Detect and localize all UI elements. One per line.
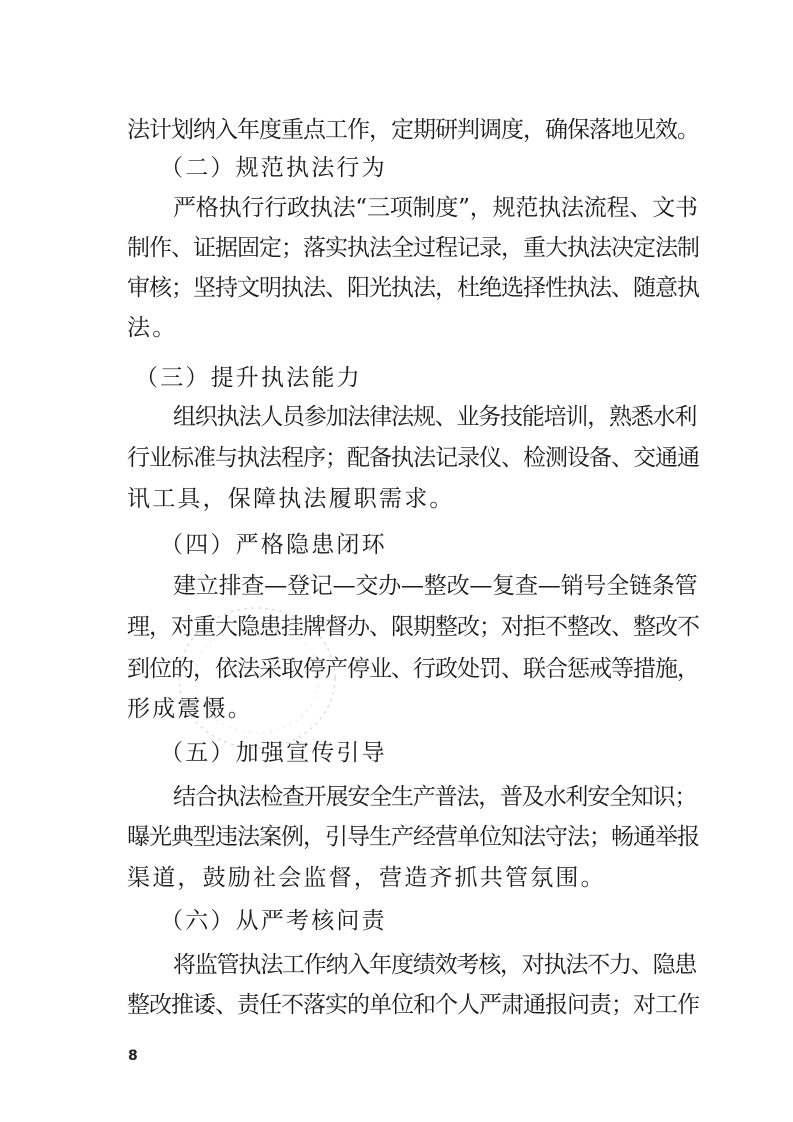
text-line-12: 建立排查—登记—交办—整改—复查—销号全链条管 xyxy=(173,573,698,599)
text-line-3: 严格执行行政执法“三项制度”，规范执法流程、文书 xyxy=(173,195,698,221)
section-heading-2: （二）规范执法行为 xyxy=(160,155,387,181)
text-line-15: 形成震慑。 xyxy=(127,696,253,722)
section-heading-4: （四）严格隐患闭环 xyxy=(160,532,387,558)
text-line-5: 审核；坚持文明执法、阳光执法，杜绝选择性执法、随意执 xyxy=(127,275,699,301)
text-line-6: 法。 xyxy=(127,315,178,341)
section-heading-5: （五）加强宣传引导 xyxy=(160,740,387,766)
text-line-21: 将监管执法工作纳入年度绩效考核，对执法不力、隐患 xyxy=(173,952,697,978)
text-line-19: 渠道，鼓励社会监督，营造齐抓共管氛围。 xyxy=(127,865,606,891)
page-number: 8 xyxy=(128,1048,138,1064)
text-line-9: 行业标准与执法程序；配备执法记录仪、检测设备、交通通 xyxy=(127,445,699,471)
text-line-4: 制作、证据固定；落实执法全过程记录，重大执法决定法制 xyxy=(127,235,699,261)
text-line-1: 法计划纳入年度重点工作，定期研判调度，确保落地见效。 xyxy=(127,117,699,143)
section-heading-6: （六）从严考核问责 xyxy=(160,908,387,934)
text-line-14: 到位的，依法采取停产停业、行政处罚、联合惩戒等措施， xyxy=(127,656,699,682)
text-line-8: 组织执法人员参加法律法规、业务技能培训，熟悉水利 xyxy=(173,404,697,430)
text-line-17: 结合执法检查开展安全生产普法，普及水利安全知识； xyxy=(173,784,697,810)
text-line-13: 理，对重大隐患挂牌督办、限期整改；对拒不整改、整改不 xyxy=(127,614,699,640)
text-line-10: 讯工具，保障执法履职需求。 xyxy=(127,486,455,512)
text-line-18: 曝光典型违法案例，引导生产经营单位知法守法；畅通举报 xyxy=(127,824,699,850)
text-line-22: 整改推诿、责任不落实的单位和个人严肃通报问责；对工作 xyxy=(127,992,699,1018)
section-heading-3: （三）提升执法能力 xyxy=(135,365,362,391)
